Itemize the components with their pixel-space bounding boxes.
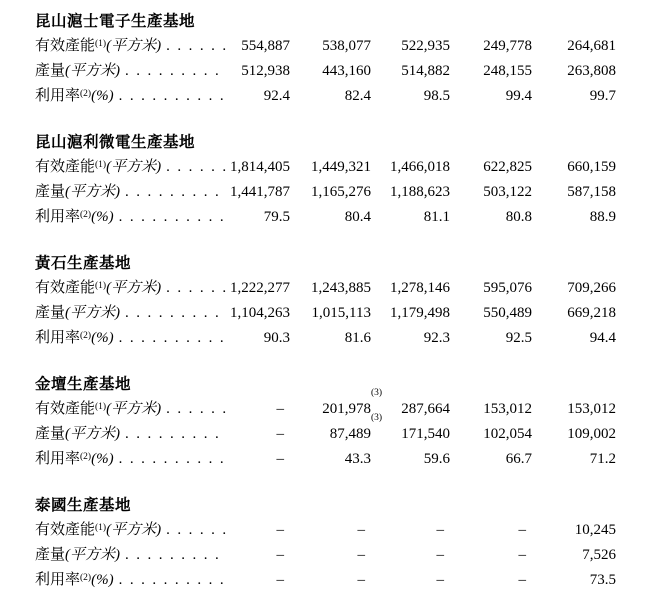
value-text: 71.2: [589, 451, 616, 467]
value-text: 171,540: [401, 426, 450, 442]
metric-label-cell: 有效產能 (1) (平方米) .....: [35, 518, 227, 543]
value-cell: [371, 447, 450, 472]
metric-unit: (%): [91, 451, 114, 467]
value-cell: [450, 34, 532, 59]
value-text: 88.9: [589, 209, 616, 225]
dot-leader: [119, 568, 227, 593]
value-text: 81.6: [344, 330, 371, 346]
value-cell: [227, 180, 290, 205]
value-cell: [227, 326, 290, 351]
value-text: 1,278,146: [390, 280, 450, 296]
value-cell: [532, 397, 616, 422]
value-text: 1,015,113: [311, 305, 371, 321]
value-cell: [290, 180, 371, 205]
value-text: 98.5: [423, 88, 450, 104]
metric-unit: (平方米): [65, 184, 121, 200]
value-cell: [290, 301, 371, 326]
value-cell: [371, 205, 450, 230]
value-text: 514,882: [401, 63, 450, 79]
value-text: 80.4: [344, 209, 371, 225]
value-text: 43.3: [344, 451, 371, 467]
value-text: 587,158: [567, 184, 616, 200]
metric-unit: (平方米): [65, 426, 121, 442]
value-cell: [227, 422, 290, 447]
value-text: 264,681: [567, 38, 616, 54]
value-text: 1,165,276: [311, 184, 371, 200]
value-cell: [371, 180, 450, 205]
value-cell: [227, 543, 290, 568]
metric-label-cell: [35, 301, 227, 326]
value-text: 94.4: [589, 330, 616, 346]
section-title: 泰國生產基地: [35, 497, 132, 514]
section-title: 昆山滬士電子生產基地: [35, 13, 196, 30]
value-text: 73.5: [589, 572, 616, 588]
metric-row: [35, 34, 660, 59]
value-cell: [371, 59, 450, 84]
value-cell: [371, 84, 450, 109]
metric-row: [35, 180, 660, 205]
dot-leader: [166, 518, 227, 543]
metric-row: [35, 59, 660, 84]
production-base-section: [35, 9, 660, 109]
metric-label-cell: 有效產能 (1) (平方米) .....: [35, 155, 227, 180]
metric-label: 產量: [35, 547, 66, 563]
metric-label-cell: 有效產能 (1) (平方米) .....: [35, 276, 227, 301]
metric-label: 有效產能: [35, 280, 96, 296]
value-text: 709,266: [567, 280, 616, 296]
metric-row: [35, 326, 660, 351]
value-cell: [532, 84, 616, 109]
value-cell: [532, 568, 616, 593]
metric-row: [35, 543, 660, 568]
value-cell: [371, 568, 450, 593]
metric-label-cell: [35, 59, 227, 84]
value-cell: [227, 59, 290, 84]
value-cell: [290, 568, 371, 593]
dot-leader: [119, 84, 227, 109]
metric-label-cell: 利用率 (2) (%) .....: [35, 568, 227, 593]
dot-leader: [166, 397, 227, 422]
metric-label-cell: 利用率 (2) (%) .....: [35, 447, 227, 472]
value-cell: [290, 326, 371, 351]
value-cell: [290, 276, 371, 301]
metric-row: [35, 301, 660, 326]
value-text: 10,245: [574, 522, 616, 538]
value-text: 1,466,018: [390, 159, 450, 175]
value-text: 81.1: [423, 209, 450, 225]
value-cell: [532, 155, 616, 180]
metric-label-cell: [35, 180, 227, 205]
dot-leader: [125, 301, 227, 326]
dot-leader: [125, 180, 227, 205]
value-cell: [450, 84, 532, 109]
metric-label: 利用率: [35, 572, 81, 588]
value-cell: [450, 568, 532, 593]
value-cell: [371, 543, 450, 568]
metric-label-cell: 利用率 (2) (%) .....: [35, 84, 227, 109]
value-text: –: [276, 426, 284, 442]
value-cell: [227, 397, 290, 422]
value-cell: [290, 155, 371, 180]
production-base-section: [35, 251, 660, 351]
value-text: 1,188,623: [390, 184, 450, 200]
dot-leader: [166, 155, 227, 180]
metric-row: [35, 568, 660, 593]
value-cell: [227, 568, 290, 593]
metric-unit: (平方米): [106, 401, 162, 417]
metric-label-cell: [35, 543, 227, 568]
value-cell: [227, 447, 290, 472]
value-text: 263,808: [567, 63, 616, 79]
production-table: [35, 9, 660, 593]
value-text: 99.4: [505, 88, 532, 104]
metric-unit: (平方米): [65, 305, 121, 321]
value-cell: [227, 205, 290, 230]
metric-label-cell: 有效產能 (1) (平方米) .....: [35, 34, 227, 59]
value-cell: [371, 155, 450, 180]
value-text: 538,077: [322, 38, 371, 54]
metric-label-cell: [35, 422, 227, 447]
value-cell: [290, 59, 371, 84]
value-text: 443,160: [322, 63, 371, 79]
metric-unit: (平方米): [106, 280, 162, 296]
value-cell: [371, 518, 450, 543]
value-cell: [450, 447, 532, 472]
dot-leader: [166, 34, 227, 59]
value-cell: [532, 447, 616, 472]
value-cell: [290, 543, 371, 568]
value-cell: [450, 276, 532, 301]
value-text: –: [276, 522, 284, 538]
value-cell: [532, 422, 616, 447]
value-text: 669,218: [567, 305, 616, 321]
metric-label: 有效產能: [35, 522, 96, 538]
value-cell: [290, 34, 371, 59]
value-cell: [227, 34, 290, 59]
metric-label: 利用率: [35, 330, 81, 346]
value-text: 1,441,787: [230, 184, 290, 200]
metric-row: [35, 276, 660, 301]
metric-row: [35, 447, 660, 472]
metric-label: 產量: [35, 426, 66, 442]
value-text: –: [276, 572, 284, 588]
value-cell: [290, 518, 371, 543]
metric-row: [35, 84, 660, 109]
production-base-section: [35, 493, 660, 593]
value-cell: [450, 518, 532, 543]
value-text: –: [436, 572, 444, 588]
value-text: 153,012: [567, 401, 616, 417]
value-cell: [450, 422, 532, 447]
value-cell: [371, 301, 450, 326]
metric-label: 有效產能: [35, 401, 96, 417]
value-cell: 201,978 (3): [322, 387, 383, 417]
value-text: 554,887: [241, 38, 290, 54]
value-text: 102,054: [483, 426, 532, 442]
value-cell: [532, 205, 616, 230]
value-cell: [532, 276, 616, 301]
value-text: 87,489: [329, 426, 371, 442]
value-cell: [450, 301, 532, 326]
metric-unit: (%): [91, 209, 114, 225]
section-title: 黃石生產基地: [35, 255, 132, 272]
value-cell: [371, 422, 450, 447]
value-cell: [532, 543, 616, 568]
metric-row: [35, 205, 660, 230]
value-text: –: [276, 547, 284, 563]
value-text: –: [357, 547, 365, 563]
value-text: –: [276, 401, 284, 417]
section-title: 昆山滬利微電生產基地: [35, 134, 196, 151]
value-text: –: [276, 451, 284, 467]
value-text: 92.3: [423, 330, 450, 346]
value-text: 522,935: [401, 38, 450, 54]
value-cell: [450, 397, 532, 422]
value-cell: [371, 397, 450, 422]
metric-label: 利用率: [35, 88, 81, 104]
value-text: 503,122: [483, 184, 532, 200]
value-text: –: [518, 572, 526, 588]
value-text: 59.6: [423, 451, 450, 467]
metric-unit: (平方米): [106, 159, 162, 175]
dot-leader: [125, 543, 227, 568]
section-title: 金壇生產基地: [35, 376, 132, 393]
value-text: 595,076: [483, 280, 532, 296]
value-cell: [371, 276, 450, 301]
metric-unit: (平方米): [106, 522, 162, 538]
value-cell: [227, 301, 290, 326]
production-base-section: [35, 372, 660, 472]
value-text: 90.3: [263, 330, 290, 346]
value-text: –: [357, 522, 365, 538]
value-cell: [227, 84, 290, 109]
metric-row: [35, 155, 660, 180]
value-text: 1,449,321: [311, 159, 371, 175]
metric-label-cell: 利用率 (2) (%) .....: [35, 205, 227, 230]
dot-leader: [119, 447, 227, 472]
value-cell: [450, 180, 532, 205]
metric-unit: (平方米): [65, 63, 121, 79]
value-cell: [450, 205, 532, 230]
value-text: 512,938: [241, 63, 290, 79]
value-cell: [532, 59, 616, 84]
value-cell: [227, 518, 290, 543]
metric-unit: (%): [91, 88, 114, 104]
value-text: 79.5: [263, 209, 290, 225]
value-text: –: [436, 547, 444, 563]
value-text: 287,664: [401, 401, 450, 417]
dot-leader: [166, 276, 227, 301]
value-cell: [532, 326, 616, 351]
value-text: –: [436, 522, 444, 538]
value-cell: [532, 180, 616, 205]
value-cell: [450, 155, 532, 180]
value-text: 660,159: [567, 159, 616, 175]
value-text: 248,155: [483, 63, 532, 79]
value-text: 92.4: [263, 88, 290, 104]
dot-leader: [119, 326, 227, 351]
production-base-section: [35, 130, 660, 230]
metric-label: 利用率: [35, 451, 81, 467]
metric-unit: (%): [91, 330, 114, 346]
value-cell: [290, 84, 371, 109]
value-text: 80.8: [505, 209, 532, 225]
metric-unit: (%): [91, 572, 114, 588]
value-cell: [450, 59, 532, 84]
value-text: 1,243,885: [311, 280, 371, 296]
value-cell: 87,489 (3): [329, 412, 383, 442]
value-text: 109,002: [567, 426, 616, 442]
value-cell: [290, 447, 371, 472]
metric-label: 產量: [35, 184, 66, 200]
value-text: –: [518, 522, 526, 538]
value-text: 66.7: [505, 451, 532, 467]
value-cell: [532, 34, 616, 59]
value-text: 153,012: [483, 401, 532, 417]
value-text: 622,825: [483, 159, 532, 175]
metric-label: 利用率: [35, 209, 81, 225]
value-text: 249,778: [483, 38, 532, 54]
metric-label-cell: 有效產能 (1) (平方米) .....: [35, 397, 227, 422]
metric-row: [35, 518, 660, 543]
metric-label-cell: 利用率 (2) (%) .....: [35, 326, 227, 351]
value-text: 1,222,277: [230, 280, 290, 296]
metric-row: [35, 387, 660, 422]
metric-row: [35, 412, 660, 447]
value-cell: [371, 326, 450, 351]
value-text: –: [518, 547, 526, 563]
value-text: 92.5: [505, 330, 532, 346]
metric-label: 有效產能: [35, 159, 96, 175]
value-cell: [532, 518, 616, 543]
dot-leader: [119, 205, 227, 230]
value-text: 1,814,405: [230, 159, 290, 175]
value-text: 1,179,498: [390, 305, 450, 321]
value-cell: [450, 543, 532, 568]
value-text: 82.4: [344, 88, 371, 104]
metric-label: 產量: [35, 305, 66, 321]
metric-unit: (平方米): [65, 547, 121, 563]
metric-label: 有效產能: [35, 38, 96, 54]
value-cell: [227, 276, 290, 301]
value-text: 7,526: [582, 547, 616, 563]
value-cell: [227, 155, 290, 180]
value-cell: [290, 205, 371, 230]
value-cell: [371, 34, 450, 59]
dot-leader: [125, 59, 227, 84]
value-text: 201,978: [322, 401, 371, 417]
value-cell: [532, 301, 616, 326]
value-text: 1,104,263: [230, 305, 290, 321]
metric-label: 產量: [35, 63, 66, 79]
dot-leader: [125, 422, 227, 447]
value-cell: [450, 326, 532, 351]
value-text: 550,489: [483, 305, 532, 321]
value-text: 99.7: [589, 88, 616, 104]
metric-unit: (平方米): [106, 38, 162, 54]
value-text: –: [357, 572, 365, 588]
